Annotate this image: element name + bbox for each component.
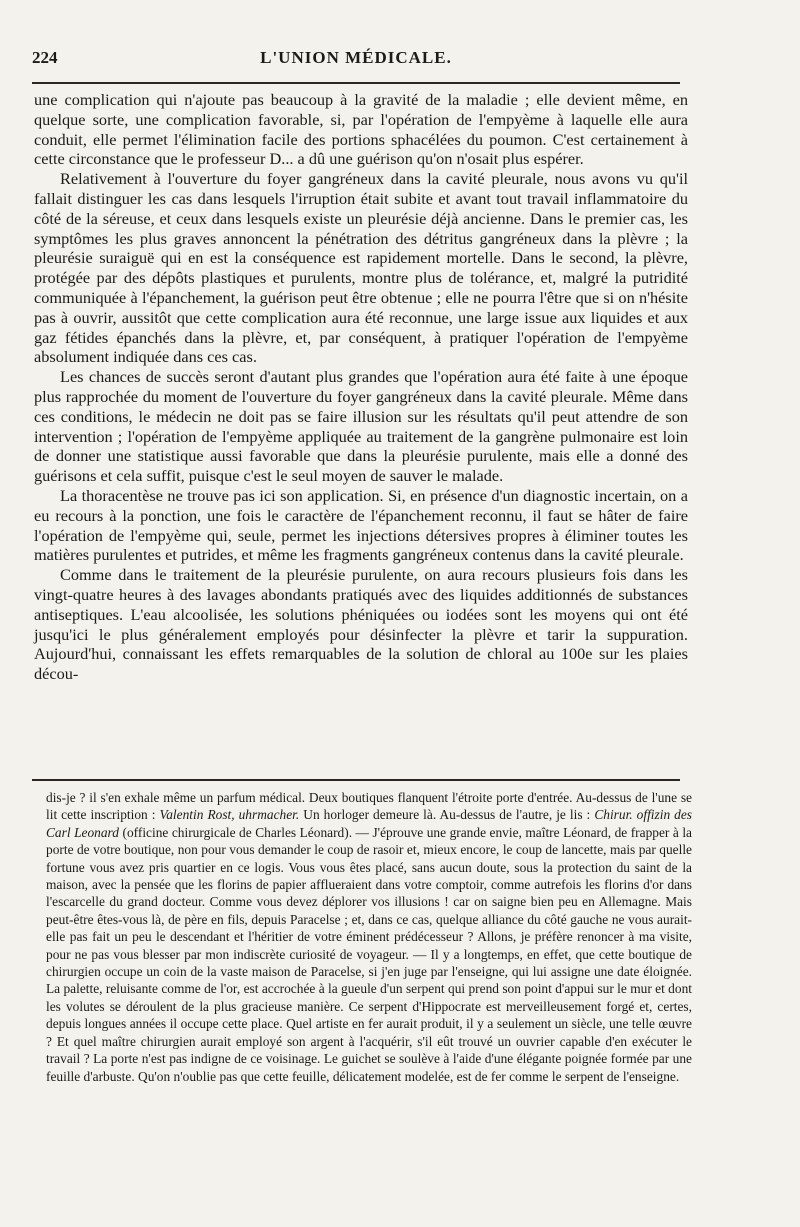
- footnote-rule: [32, 779, 680, 781]
- inscription-watchmaker: Valentin Rost, uhrmacher.: [159, 807, 300, 823]
- paragraph: Comme dans le traitement de la pleurésie purulente, on aura recours plusieurs fois dans les vingt-quatre heures à des lavages abondants pratiqués avec des liquides additionnés de substances antiseptiques. L'eau alcoolisée, les solutions phéniquées ou iodées sont les moyens qui ont été jusqu'ici le plus généralement employés pour désinfecter la plèvre et tarir la suppuration. Aujourd'hui, connaissant les effets remarquables de la solution de chloral au 100e sur les plaies décou-: [34, 565, 688, 684]
- paragraph: Les chances de succès seront d'autant plus grandes que l'opération aura été faite à une époque plus rapprochée du moment de l'ouverture du foyer gangréneux dans la cavité pleurale. Même dans ces conditions, le médecin ne doit pas se faire illusion sur les résultats qu'il peut attendre de son intervention ; l'opération de l'empyème appliquée au traitement de la gangrène pulmonaire est loin de donner une statistique aussi favorable que dans la pleurésie purulente, mais elle a donné des guérisons et cela suffit, puisque c'est le seul moyen de sauver le malade.: [34, 367, 688, 486]
- footnote-paragraph: [46, 789, 692, 1085]
- running-title: L'UNION MÉDICALE.: [260, 48, 452, 67]
- header-rule: [32, 82, 680, 84]
- inscription-surgeon: Chirur. offizin des Carl Leonard: [46, 807, 693, 840]
- paragraph: Relativement à l'ouverture du foyer gangréneux dans la cavité pleurale, nous avons vu qu'il fallait distinguer les cas dans lesquels l'irruption était subite et avant tout travail inflammatoire du côté de la séreuse, et ceux dans lesquels existe un pleurésie déjà ancienne. Dans le premier cas, les symptômes les plus graves annoncent la pénétration des détritus gangréneux dans la plèvre ; la pleurésie suraiguë qui en est la conséquence est rapidement mortelle. Dans le second, la plèvre, protégée par des dépôts plastiques et purulents, montre plus de tolérance, et, malgré la putridité communiquée à l'épanchement, la guérison peut être obtenue ; elle ne pourra l'être que si on n'hésite pas à ouvrir, aussitôt que cette complication aura été reconnue, une large issue aux liquides et aux gaz fétides épanchés dans la plèvre, et, par conséquent, à pratiquer l'opération de l'empyème absolument indiquée dans ces cas.: [34, 169, 688, 367]
- page-number: 224: [32, 48, 58, 67]
- footnote: [46, 789, 692, 1085]
- page-header: [32, 44, 680, 74]
- footnote-text: dis-je ? il s'en exhale même un parfum médical. Deux boutiques flanquent l'étroite porte d'entrée. Au-dessus de l'une se lit cette inscription :: [46, 790, 692, 823]
- footnote-text: (officine chirurgicale de Charles Léonard). — J'éprouve une grande envie, maître Léonard, de frapper à la porte de votre boutique, non pour vous demander le coup de rasoir et, mieux encore, le coup de lancette, mais par quelle fortune vous avez pris quartier en ce logis. Vous vous êtes placé, sans aucun doute, sous la protection du saint de la maison, avec la pensée que les florins de papier afflueraient dans votre comptoir, comme autrefois les florins d'or dans l'escarcelle du grand docteur. Comme vous devez déplorer vos illusions ! car on saigne bien peu en Allemagne. Mais peut-être êtes-vous là, de père en fils, depuis Paracelse ; et, dans ce cas, quelque alliance du côté gauche ne vous aurait-elle pas fait un peu le descendant et l'héritier de votre éminent prédécesseur ? Allons, je préfère renoncer à ma visite, pour ne pas vous blesser par mon indiscrète curiosité de voyageur. — Il y a longtemps, en effet, que cette boutique de chirurgien occupe un coin de la vaste maison de Paracelse, si j'en juge par l'enseigne, qui lui assigne une date éloignée. La palette, reluisante comme de l'or, est accrochée à la gueule d'un serpent qui prend son point d'appui sur le mur et dont les volutes se déroulent de la plus gracieuse manière. Ce serpent d'Hippocrate est merveilleusement forgé et, certes, depuis longues années il occupe cette place. Quel artiste en fer aurait produit, il y a seulement un siècle, une telle œuvre ? Et quel maître chirurgien aurait employé son argent à l'acquérir, s'il eût trouvé un ouvrier capable d'en exécuter le travail ? La porte n'est pas indigne de ce voisinage. Le guichet se soulève à l'aide d'une élégante poignée formée par une feuille d'arbuste. Qu'on n'oublie pas que cette feuille, délicatement modelée, est de fer comme le serpent de l'enseigne.: [46, 824, 693, 1084]
- paragraph: La thoracentèse ne trouve pas ici son application. Si, en présence d'un diagnostic incertain, on a eu recours à la ponction, une fois le caractère de l'épanchement reconnu, il faut se hâter de faire l'opération de l'empyème qui, seule, permet les injections détersives propres à éliminer toutes les matières purulentes et putrides, et même les fragments gangréneux contenus dans la cavité pleurale.: [34, 485, 688, 565]
- footnote-text: Un horloger demeure là. Au-dessus de l'autre, je lis :: [299, 807, 595, 823]
- paragraph: une complication qui n'ajoute pas beaucoup à la gravité de la maladie ; elle devient même, en quelque sorte, une complication favorable, si, par l'opération de l'empyème à laquelle elle aura conduit, elle permet l'élimination facile des portions sphacélées du poumon. C'est certainement à cette circonstance que le professeur D... a dû une guérison qu'on n'osait plus espérer.: [34, 90, 688, 169]
- main-text: [34, 90, 688, 684]
